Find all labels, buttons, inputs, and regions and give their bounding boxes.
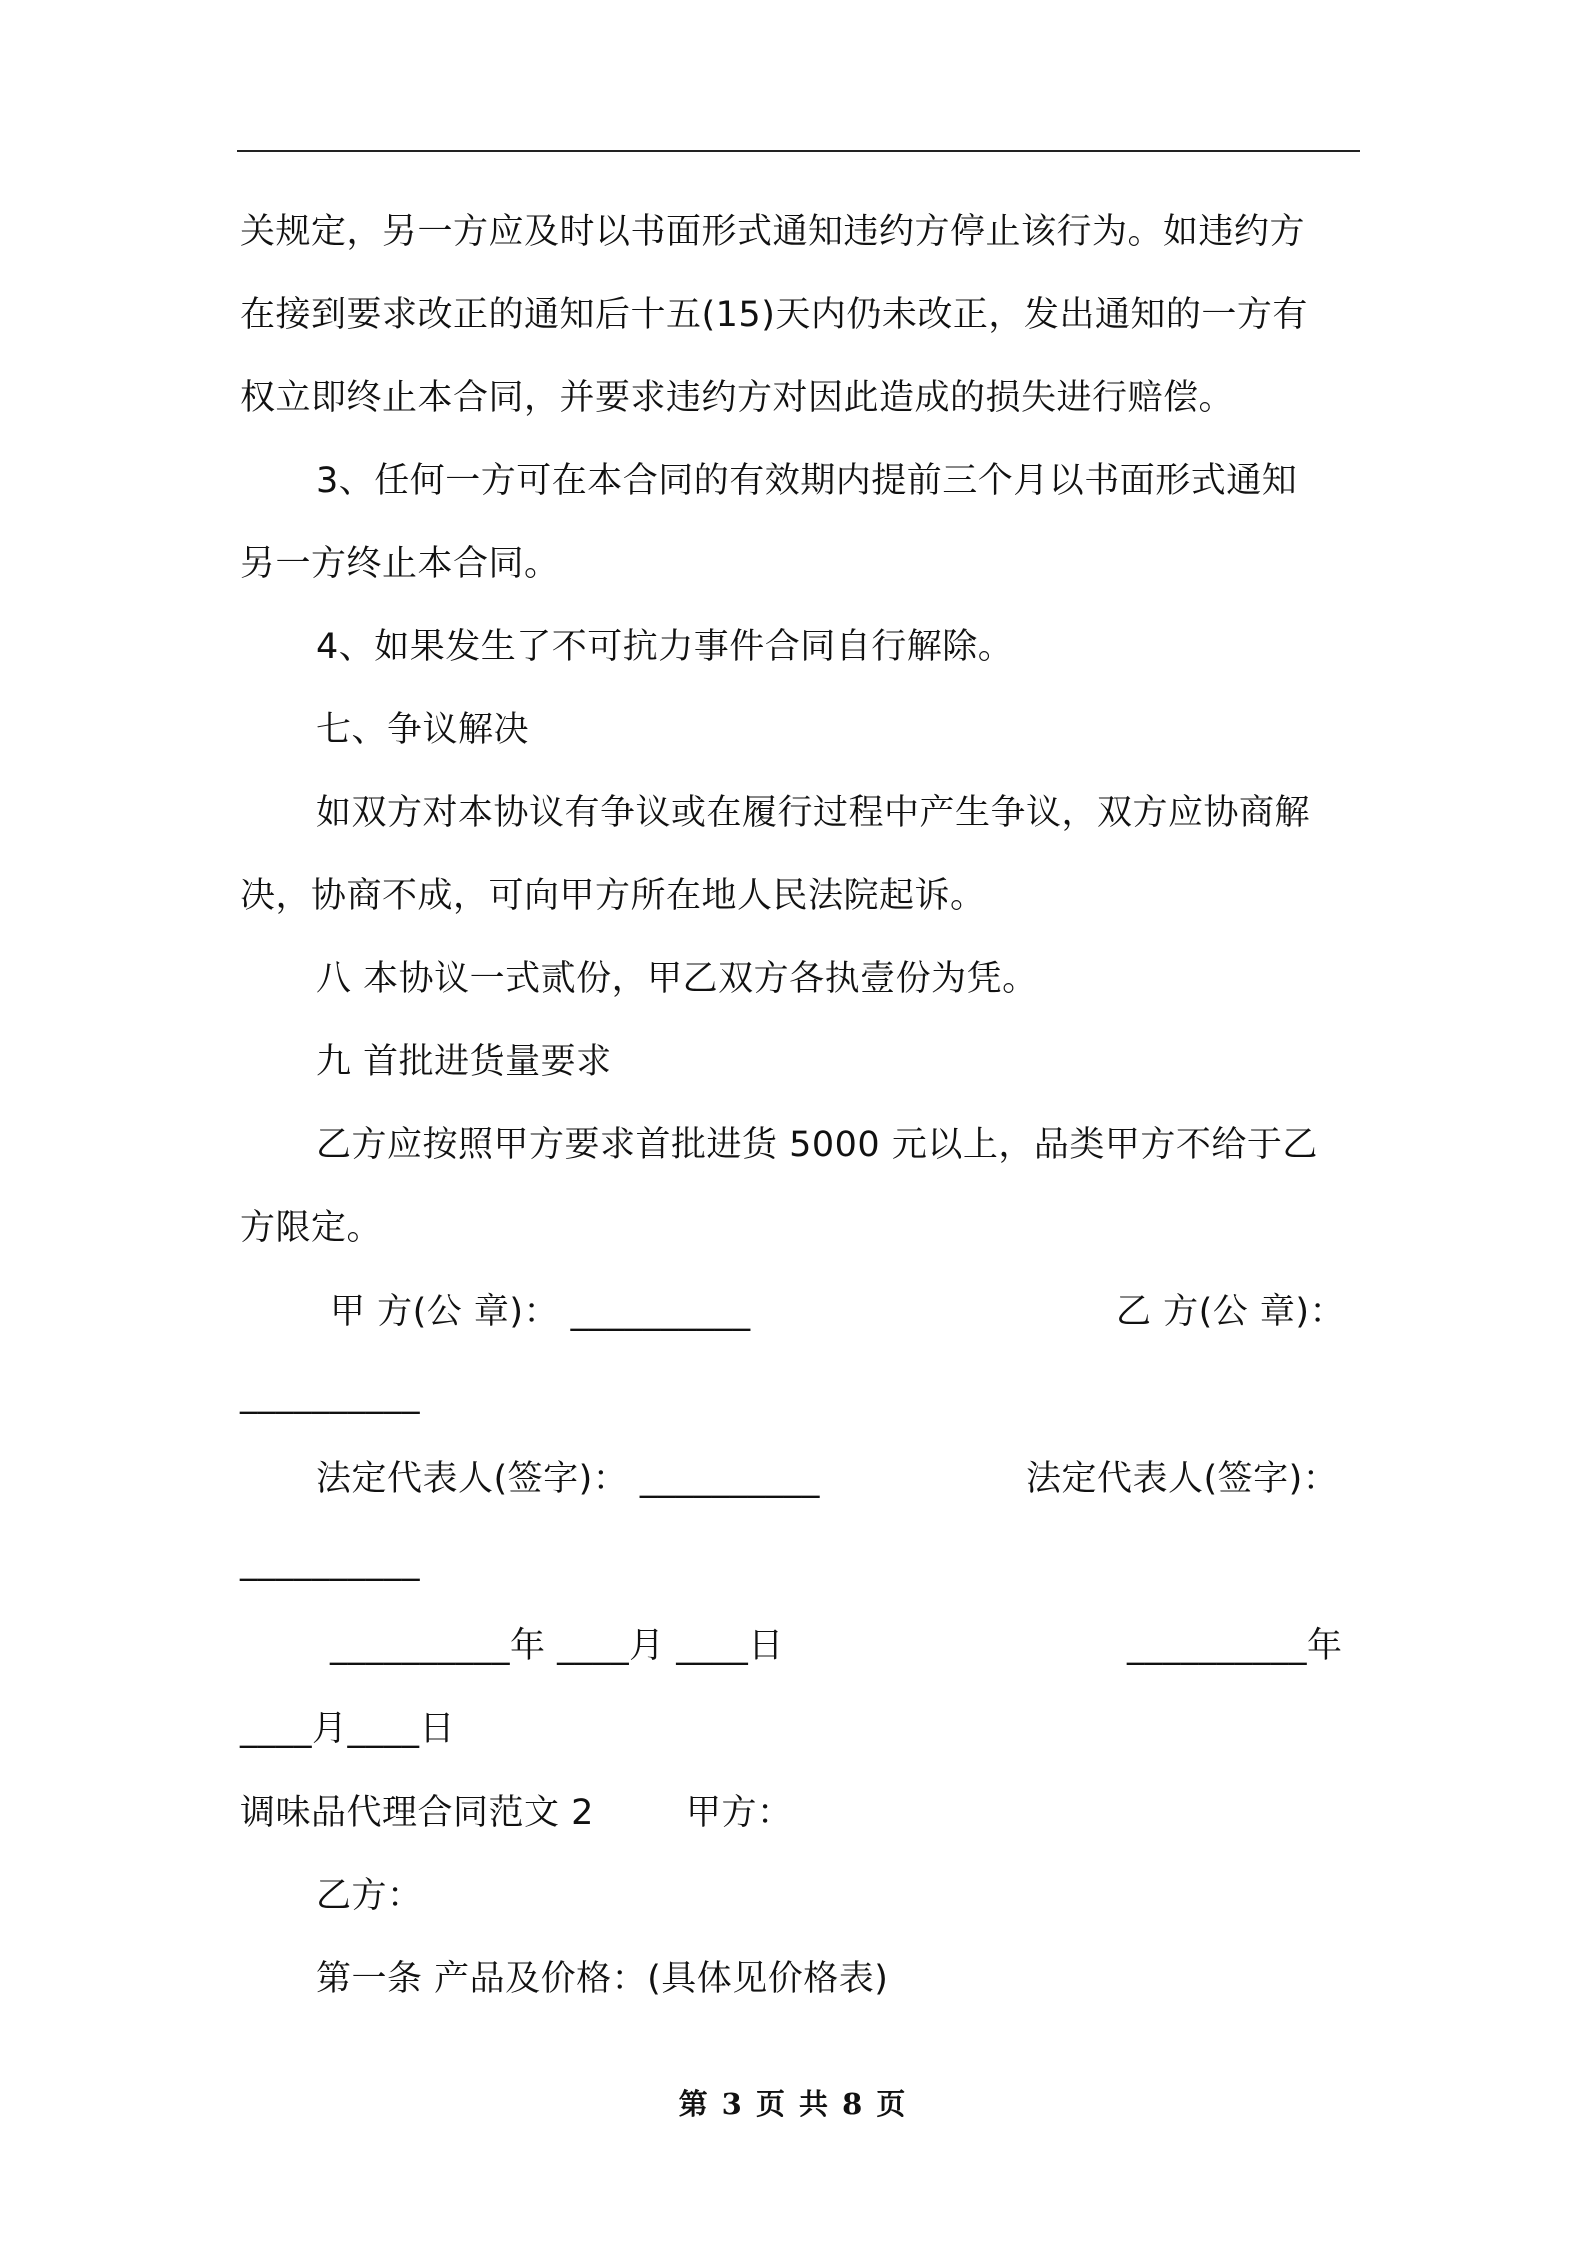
body-text: 乙方应按照甲方要求首批进货 5000 元以上，品类甲方不给于乙 (316, 1125, 1318, 1165)
party-b-rep-blank (240, 1540, 420, 1584)
party-a-seal-line (330, 1290, 751, 1334)
header-rule (237, 150, 1360, 152)
party-b-date-text: __________年 (1127, 1626, 1343, 1666)
article-1-text: 第一条 产品及价格：(具体见价格表) (316, 1959, 889, 1999)
party-b-date-cont (240, 1707, 455, 1751)
section-heading-first-order (316, 1040, 612, 1084)
contract-2-party-b (316, 1874, 423, 1918)
party-b-rep-line (1026, 1457, 1338, 1501)
body-text: 八 本协议一式贰份，甲乙双方各执壹份为凭。 (316, 959, 1038, 999)
contract-2-party-a (686, 1791, 793, 1835)
body-text: 4、如果发生了不可抗力事件合同自行解除。 (316, 627, 1014, 667)
body-line-1 (240, 210, 1358, 254)
body-text: 另一方终止本合同。 (240, 544, 560, 584)
heading-text: 七、争议解决 (316, 710, 530, 750)
contract-2-party-b-text: 乙方： (316, 1876, 423, 1916)
body-text: 关规定，另一方应及时以书面形式通知违约方停止该行为。如违约方 (240, 212, 1306, 252)
party-a-rep-text: 法定代表人(签字)： __________ (316, 1459, 820, 1499)
body-text: 权立即终止本合同，并要求违约方对因此造成的损失进行赔偿。 (240, 378, 1235, 418)
body-line-4 (316, 459, 1297, 503)
body-line-10 (316, 957, 1038, 1001)
body-line-6 (316, 625, 1013, 669)
body-text: 如双方对本协议有争议或在履行过程中产生争议，双方应协商解 (316, 793, 1311, 833)
contract-2-title (240, 1791, 594, 1835)
contract-2-title-text: 调味品代理合同范文 2 (240, 1793, 594, 1833)
party-a-date-line (330, 1624, 784, 1668)
blank-line: __________ (240, 1375, 420, 1415)
body-line-5 (240, 542, 560, 586)
page-number-text: 第 3 页 共 8 页 (678, 2087, 908, 2121)
section-heading-dispute (316, 708, 529, 752)
body-line-13 (240, 1206, 382, 1250)
body-line-3 (240, 376, 1234, 420)
party-b-seal-blank (240, 1373, 420, 1417)
body-text: 在接到要求改正的通知后十五(15)天内仍未改正，发出通知的一方有 (240, 295, 1308, 335)
party-b-seal-line (1116, 1290, 1345, 1334)
party-a-seal-text: 甲 方(公 章)： __________ (330, 1292, 751, 1332)
body-line-12 (316, 1123, 1318, 1167)
body-line-8 (316, 791, 1310, 835)
party-a-rep-line (316, 1457, 820, 1501)
party-b-date-cont-text: ____月____日 (240, 1709, 456, 1749)
party-b-seal-text: 乙 方(公 章)： (1116, 1292, 1346, 1332)
party-a-date-text: __________年 ____月 ____日 (330, 1626, 784, 1666)
party-b-rep-text: 法定代表人(签字)： (1026, 1459, 1339, 1499)
heading-text: 九 首批进货量要求 (316, 1042, 612, 1082)
contract-2-party-a-text: 甲方： (686, 1793, 793, 1833)
body-line-9 (240, 874, 986, 918)
body-line-2 (240, 293, 1308, 337)
body-text: 3、任何一方可在本合同的有效期内提前三个月以书面形式通知 (316, 461, 1298, 501)
body-text: 决，协商不成，可向甲方所在地人民法院起诉。 (240, 876, 986, 916)
blank-line: __________ (240, 1542, 420, 1582)
contract-2-article-1 (316, 1957, 888, 2001)
page-number-footer (0, 2082, 1586, 2123)
body-text: 方限定。 (240, 1208, 383, 1248)
party-b-date-line (1127, 1624, 1343, 1668)
